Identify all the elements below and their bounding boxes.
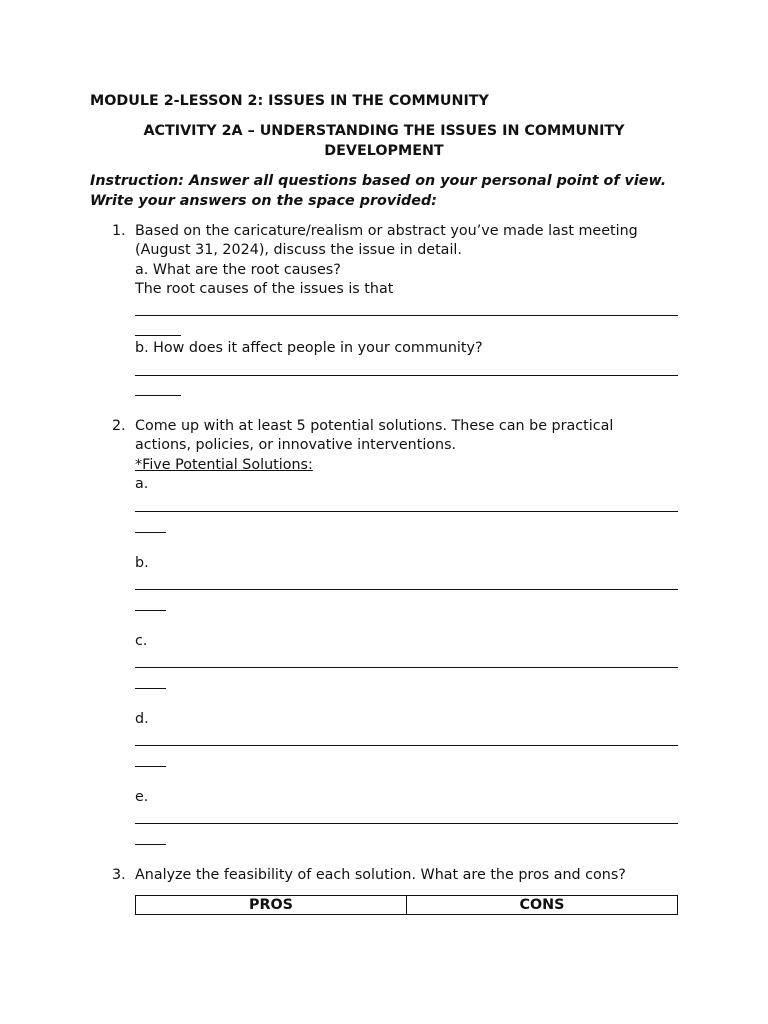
module-title: MODULE 2-LESSON 2: ISSUES IN THE COMMUNITY [90, 93, 489, 109]
answer-line [135, 315, 678, 316]
answer-line [135, 511, 678, 512]
table-header-row [136, 896, 678, 915]
answer-line [135, 745, 678, 746]
pros-header: PROS [136, 896, 407, 915]
solution-label-c: c. [135, 633, 148, 649]
q2-text-line2: actions, policies, or innovative interventions. [135, 437, 457, 453]
q1-sub-a: a. What are the root causes? [135, 262, 341, 278]
solution-label-d: d. [135, 711, 149, 727]
answer-line-tail [135, 844, 166, 845]
cons-header: CONS [407, 896, 678, 915]
answer-line-tail [135, 335, 181, 336]
answer-line-tail [135, 532, 166, 533]
q3-text: Analyze the feasibility of each solution. What are the pros and cons? [135, 867, 626, 883]
q2-number: 2. [112, 418, 126, 434]
q3-number: 3. [112, 867, 126, 883]
instruction-text: Instruction: Answer all questions based on your personal point of view. Write your answers on the space provided: [90, 173, 667, 209]
answer-line-tail [135, 395, 181, 396]
q2-text-line1: Come up with at least 5 potential solutions. These can be practical [135, 418, 614, 434]
solution-label-a: a. [135, 476, 149, 492]
q2-list-heading: *Five Potential Solutions: [135, 457, 313, 473]
activity-title-line2: DEVELOPMENT [324, 143, 444, 159]
q1-answer-a: The root causes of the issues is that [135, 281, 394, 297]
pros-cons-table [135, 895, 678, 915]
q1-number: 1. [112, 223, 126, 239]
answer-line-tail [135, 688, 166, 689]
q1-text-line2: (August 31, 2024), discuss the issue in detail. [135, 242, 462, 258]
answer-line [135, 589, 678, 590]
answer-line [135, 823, 678, 824]
solution-label-b: b. [135, 555, 149, 571]
answer-line [135, 375, 678, 376]
activity-title-line1: ACTIVITY 2A – UNDERSTANDING THE ISSUES IN COMMUNITY [143, 123, 625, 139]
answer-line-tail [135, 766, 166, 767]
answer-line-tail [135, 610, 166, 611]
solution-label-e: e. [135, 789, 149, 805]
q1-text-line1: Based on the caricature/realism or abstract you’ve made last meeting [135, 223, 638, 239]
q1-sub-b: b. How does it affect people in your community? [135, 340, 483, 356]
answer-line [135, 667, 678, 668]
